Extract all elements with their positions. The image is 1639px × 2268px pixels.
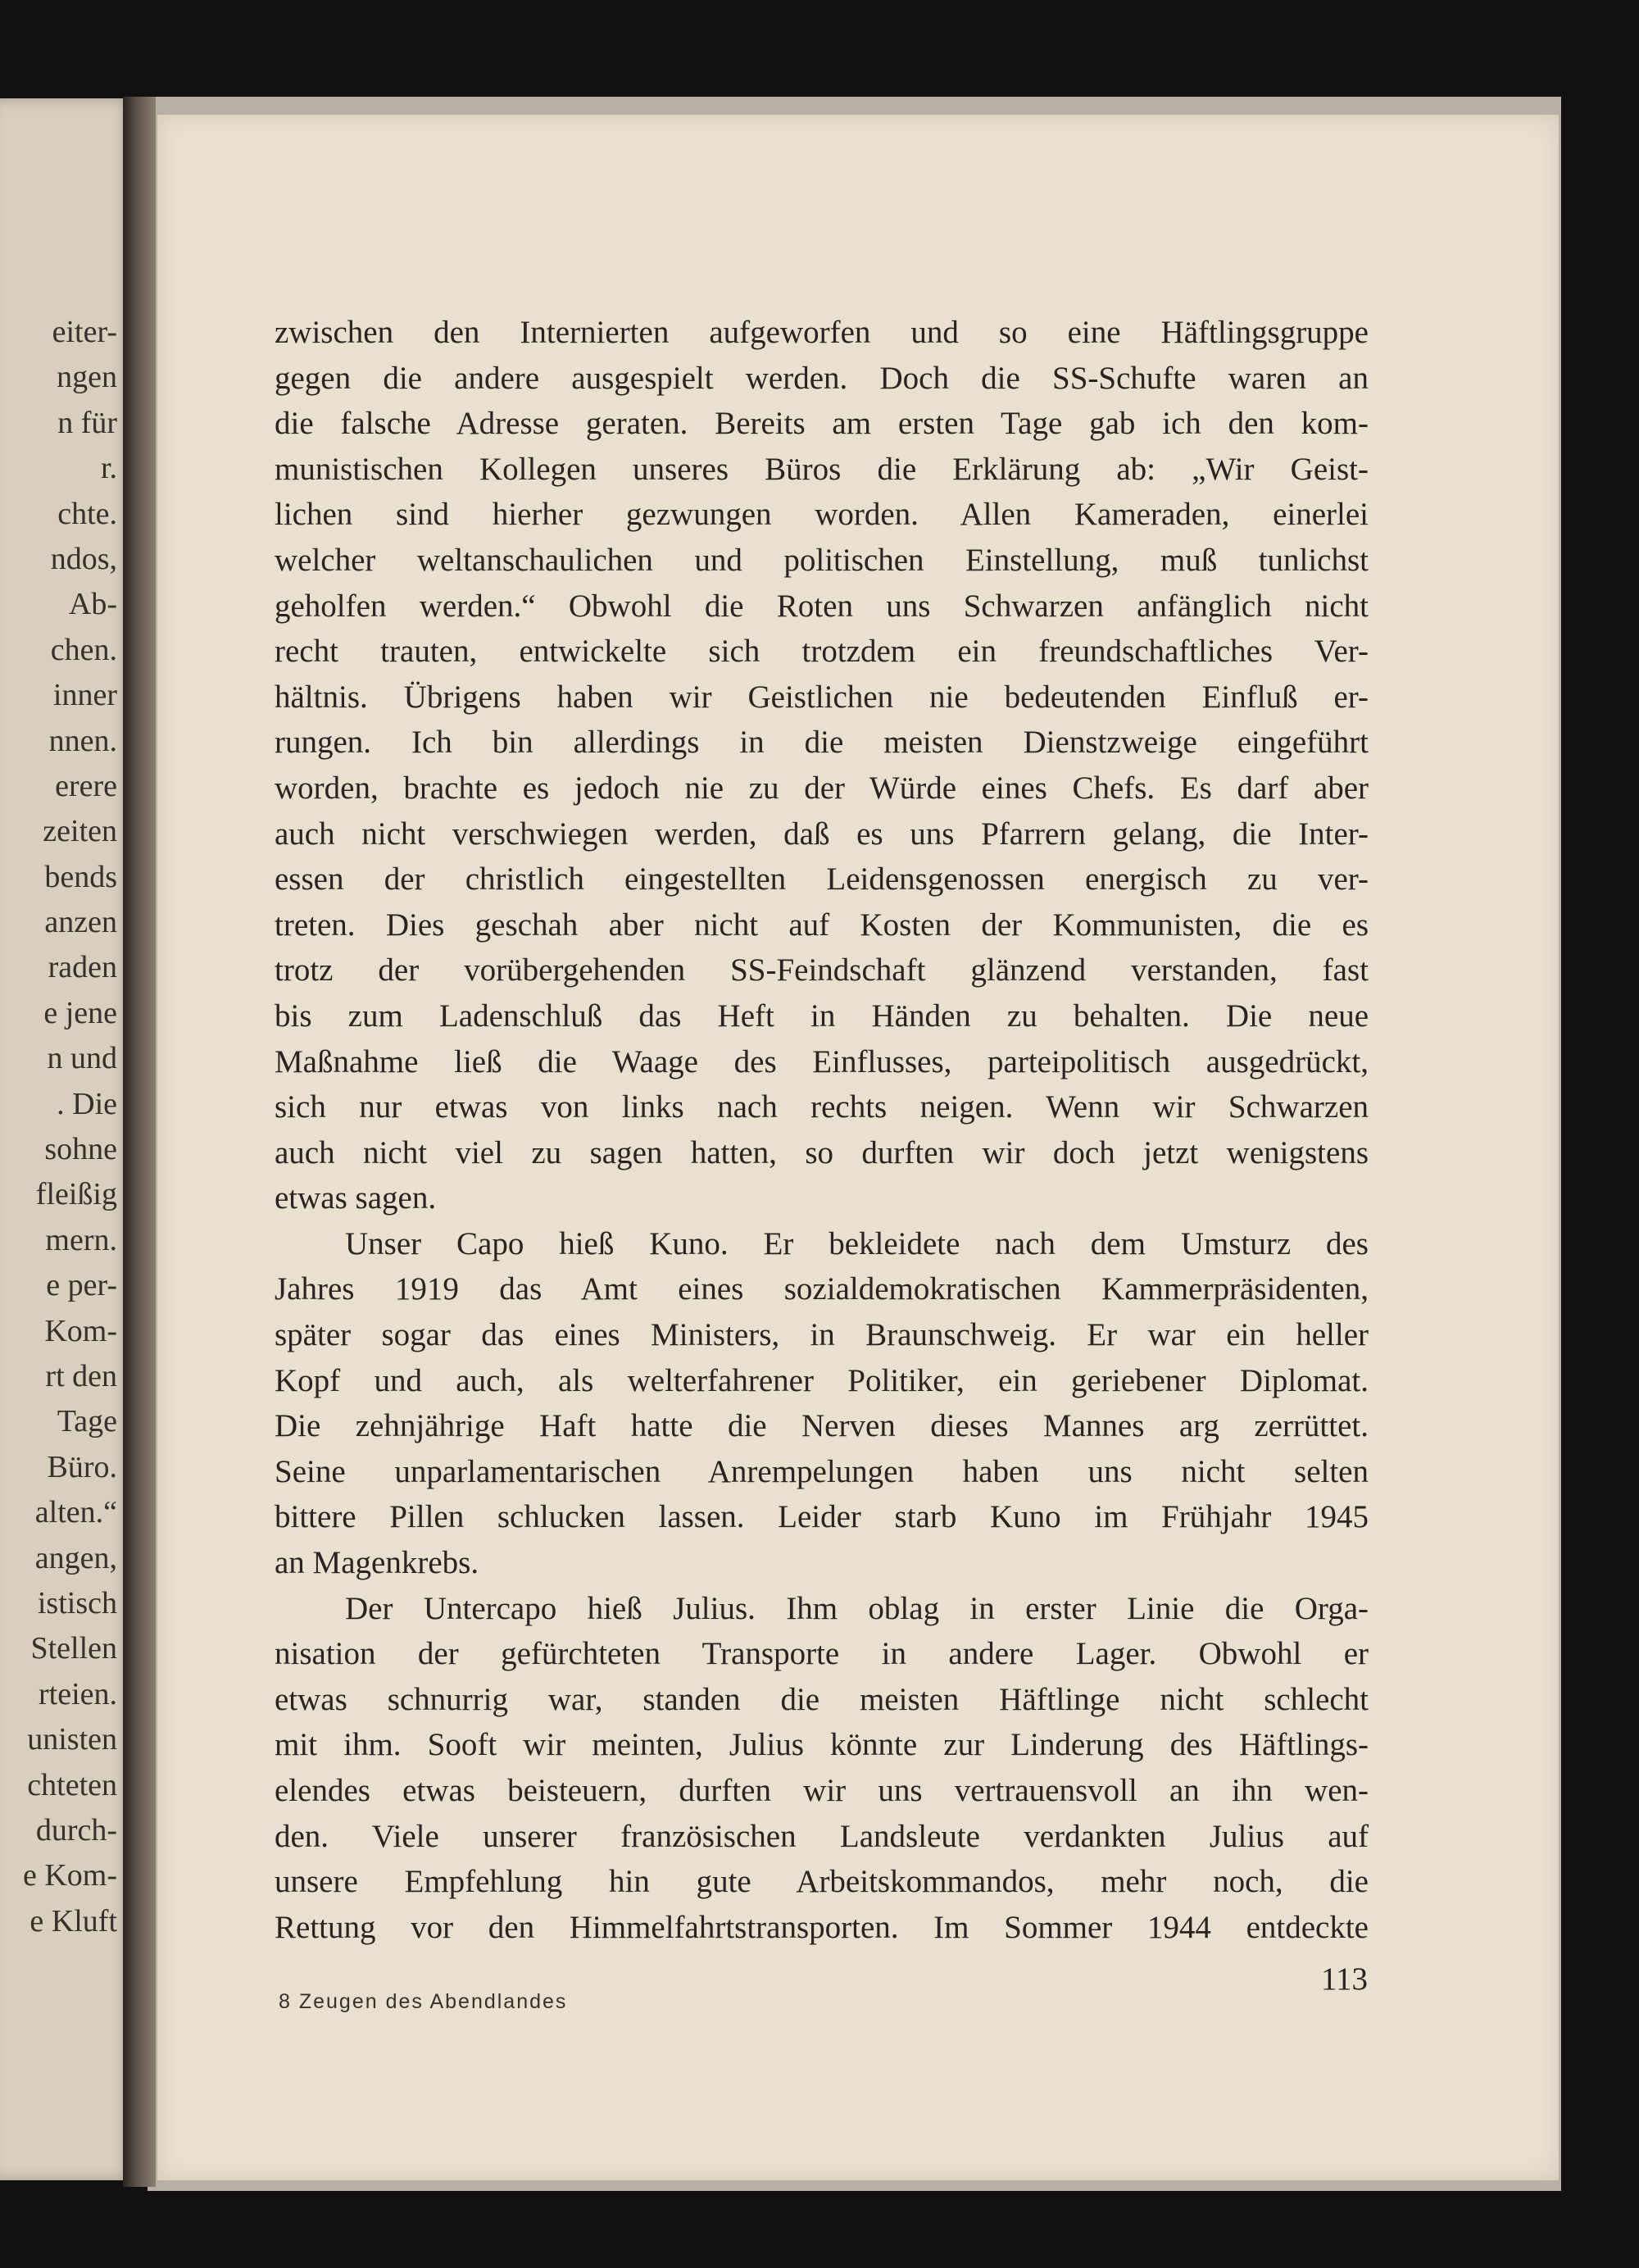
text-line: elendes etwas beisteuern, durften wir uns vertrauensvoll an ihn wen- — [275, 1773, 1369, 1808]
left-page-line: rteien. — [38, 1676, 117, 1711]
left-page-line: sohne — [44, 1132, 117, 1167]
text-line: bittere Pillen schlucken lassen. Leider starb Kuno im Frühjahr 1945 — [275, 1499, 1369, 1535]
page-number: 113 — [1321, 1961, 1369, 1997]
left-page-line: e Kluft — [30, 1903, 117, 1938]
left-page-line: Kom- — [44, 1313, 117, 1348]
text-line: mit ihm. Sooft wir meinten, Julius könnte zur Linderung des Häftlings- — [275, 1727, 1369, 1763]
text-line: an Magenkrebs. — [275, 1545, 479, 1581]
text-line: welcher weltanschaulichen und politischen Einstellung, muß tunlichst — [275, 542, 1369, 578]
left-facing-page — [0, 98, 135, 2180]
left-page-line: fleißig — [35, 1177, 117, 1212]
text-line: auch nicht verschwiegen werden, daß es uns Pfarrern gelang, die Inter- — [275, 816, 1369, 852]
left-page-line: erere — [55, 768, 117, 803]
left-page-line: e Kom- — [22, 1858, 117, 1893]
text-line: später sogar das eines Ministers, in Braunschweig. Er war ein heller — [275, 1317, 1369, 1353]
left-page-line: e jene — [43, 995, 117, 1030]
left-page-line: e per- — [46, 1268, 117, 1303]
left-page-line: ngen — [57, 360, 117, 395]
left-page-line: chteten — [27, 1767, 117, 1802]
left-page-line: Ab- — [68, 587, 117, 622]
text-line: treten. Dies geschah aber nicht auf Kosten der Kommunisten, die es — [275, 907, 1369, 943]
left-page-line: r. — [100, 451, 117, 486]
text-line: Kopf und auch, als welterfahrener Politiker, ein geriebener Diplomat. — [275, 1362, 1369, 1398]
left-page-line: anzen — [44, 905, 117, 940]
text-line: auch nicht viel zu sagen hatten, so durften wir doch jetzt wenigstens — [275, 1134, 1369, 1170]
left-page-line: angen, — [34, 1540, 117, 1575]
text-line: nisation der gefürchteten Transporte in andere Lager. Obwohl er — [275, 1636, 1369, 1672]
text-line: geholfen werden.“ Obwohl die Roten uns Schwarzen anfänglich nicht — [275, 588, 1369, 624]
left-page-text — [0, 310, 117, 1944]
text-line: unsere Empfehlung hin gute Arbeitskommandos, mehr noch, die — [275, 1864, 1369, 1900]
left-page-line: Büro. — [47, 1449, 117, 1484]
left-page-line: mern. — [45, 1222, 117, 1257]
text-line: hältnis. Übrigens haben wir Geistlichen nie bedeutenden Einfluß er- — [275, 679, 1369, 715]
left-page-line: rt den — [45, 1358, 117, 1393]
left-page-line: ndos, — [50, 541, 117, 576]
text-line: lichen sind hierher gezwungen worden. Allen Kameraden, einerlei — [275, 497, 1369, 533]
text-line: Seine unparlamentarischen Anrempelungen haben uns nicht selten — [275, 1453, 1369, 1489]
signature-mark: 8 Zeugen des Abendlandes — [279, 1990, 568, 2013]
text-line: zwischen den Internierten aufgeworfen und so eine Häftlingsgruppe — [275, 315, 1369, 350]
left-page-line: unisten — [27, 1722, 117, 1757]
text-line: essen der christlich eingestellten Leidensgenossen energisch zu ver- — [275, 861, 1369, 898]
left-page-line: durch- — [35, 1812, 117, 1848]
page-body-text — [275, 310, 1369, 1950]
text-line: Maßnahme ließ die Waage des Einflusses, parteipolitisch ausgedrückt, — [275, 1043, 1369, 1079]
text-line: sich nur etwas von links nach rechts neigen. Wenn wir Schwarzen — [275, 1089, 1369, 1125]
text-line: etwas schnurrig war, standen die meisten Häftlinge nicht schlecht — [275, 1681, 1369, 1717]
text-line: Rettung vor den Himmelfahrtstransporten. Im Sommer 1944 entdeckte — [275, 1909, 1369, 1945]
left-page-line: n für — [57, 405, 117, 440]
text-line: Die zehnjährige Haft hatte die Nerven dieses Mannes arg zerrüttet. — [275, 1408, 1369, 1444]
left-page-line: inner — [52, 678, 117, 713]
book-spine — [123, 97, 156, 2187]
left-page-line: chen. — [50, 632, 117, 667]
text-line: Der Untercapo hieß Julius. Ihm oblag in erster Linie die Orga- — [345, 1590, 1369, 1626]
left-page-line: . Die — [57, 1086, 117, 1121]
text-line: recht trauten, entwickelte sich trotzdem ein freundschaftliches Ver- — [275, 634, 1369, 670]
text-line: trotz der vorübergehenden SS-Feindschaft glänzend verstanden, fast — [275, 952, 1369, 989]
text-line: munistischen Kollegen unseres Büros die Erklärung ab: „Wir Geist- — [275, 451, 1369, 487]
left-page-line: alten.“ — [34, 1495, 117, 1530]
text-line: worden, brachte es jedoch nie zu der Würde eines Chefs. Es darf aber — [275, 770, 1369, 806]
left-page-line: Stellen — [30, 1631, 117, 1666]
text-line: etwas sagen. — [275, 1180, 437, 1216]
left-page-line: bends — [44, 859, 117, 894]
left-page-line: eiter- — [52, 315, 117, 349]
text-line: bis zum Ladenschluß das Heft in Händen zu behalten. Die neue — [275, 998, 1369, 1034]
text-line: Jahres 1919 das Amt eines sozialdemokratischen Kammerpräsidenten, — [275, 1271, 1369, 1307]
text-line: den. Viele unserer französischen Landsleute verdankten Julius auf — [275, 1818, 1369, 1854]
text-line: die falsche Adresse geraten. Bereits am ersten Tage gab ich den kom- — [275, 406, 1369, 442]
left-page-line: Tage — [57, 1404, 117, 1439]
left-page-line: zeiten — [43, 814, 117, 849]
left-page-line: raden — [48, 950, 117, 985]
text-line: gegen die andere ausgespielt werden. Doch die SS-Schufte waren an — [275, 360, 1369, 396]
left-page-line: istisch — [37, 1585, 117, 1620]
text-line: rungen. Ich bin allerdings in die meisten Dienstzweige eingeführt — [275, 725, 1369, 761]
left-page-line: nnen. — [48, 723, 117, 758]
text-line: Unser Capo hieß Kuno. Er bekleidete nach dem Umsturz des — [345, 1225, 1369, 1261]
left-page-line: n und — [47, 1041, 117, 1076]
left-page-line: chte. — [57, 496, 117, 531]
